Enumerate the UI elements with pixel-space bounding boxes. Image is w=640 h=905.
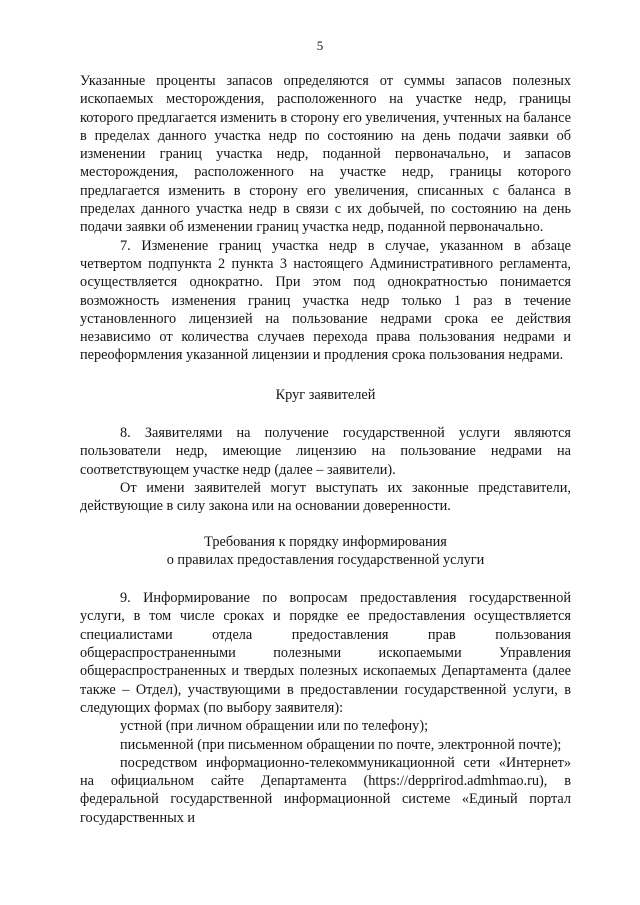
document-body bbox=[80, 72, 571, 827]
page-number: 5 bbox=[316, 38, 324, 53]
paragraph-internet-form: посредством информационно-телекоммуникационной сети «Интернет» на официальном сайте Департамента (https://depprirod.admhmao.ru), в федеральной государственной информационной системе «Единый портал государственных и bbox=[80, 754, 571, 826]
paragraph-item-7: 7. Изменение границ участка недр в случае, указанном в абзаце четвертом подпункта 2 пункта 3 настоящего Административного регламента, осуществляется однократно. При этом под однократностью понимается возможность изменения границ участка недр только 1 раз в течение установленного лицензией на пользование недрами срока ее действия независимо от количества случаев перехода права пользования недрами и переоформления указанной лицензии и продления срока пользования недрами. bbox=[80, 237, 571, 364]
paragraph-oral-form: устной (при личном обращении или по телефону); bbox=[120, 718, 429, 735]
section-heading-information-line-1: Требования к порядку информирования bbox=[204, 533, 447, 550]
paragraph-representatives: От имени заявителей могут выступать их законные представители, действующие в силу закона или на основании доверенности. bbox=[80, 479, 571, 515]
section-heading-information bbox=[80, 533, 571, 570]
paragraph-reserves-definition: Указанные проценты запасов определяются от суммы запасов полезных ископаемых месторождения, расположенного на участке недр, границы которого предлагается изменить в сторону его увеличения, учтенных на балансе в пределах данного участка недр по состоянию на день подачи заявки об изменении границ участка недр, поданной первоначально, и запасов месторождения, расположенного на участке недр, границы которого предлагается изменить в сторону его увеличения, списанных с баланса в пределах данного участка недр в связи с их добычей, по состоянию на день подачи заявки об изменении границ участка недр, поданной первоначально. bbox=[80, 73, 571, 236]
paragraph-written-form: письменной (при письменном обращении по почте, электронной почте); bbox=[120, 736, 562, 753]
paragraph-item-9: 9. Информирование по вопросам предоставления государственной услуги, в том числе сроках и порядке ее предоставления осуществляется специалистами отдела предоставления прав пользования общераспространенными полезными ископаемыми Управления общераспространенных и твердых полезных ископаемых Департамента (далее также – Отдел), участвующими в предоставлении государственной услуги, в следующих формах (по выбору заявителя): bbox=[80, 590, 571, 716]
paragraph-item-8: 8. Заявителями на получение государственной услуги являются пользователи недр, имеющие лицензию на пользование недрами на соответствующем участке недр (далее – заявители). bbox=[80, 425, 571, 478]
section-heading-information-line-2: о правилах предоставления государственной услуги bbox=[166, 551, 485, 568]
section-heading-applicants: Круг заявителей bbox=[275, 386, 376, 403]
